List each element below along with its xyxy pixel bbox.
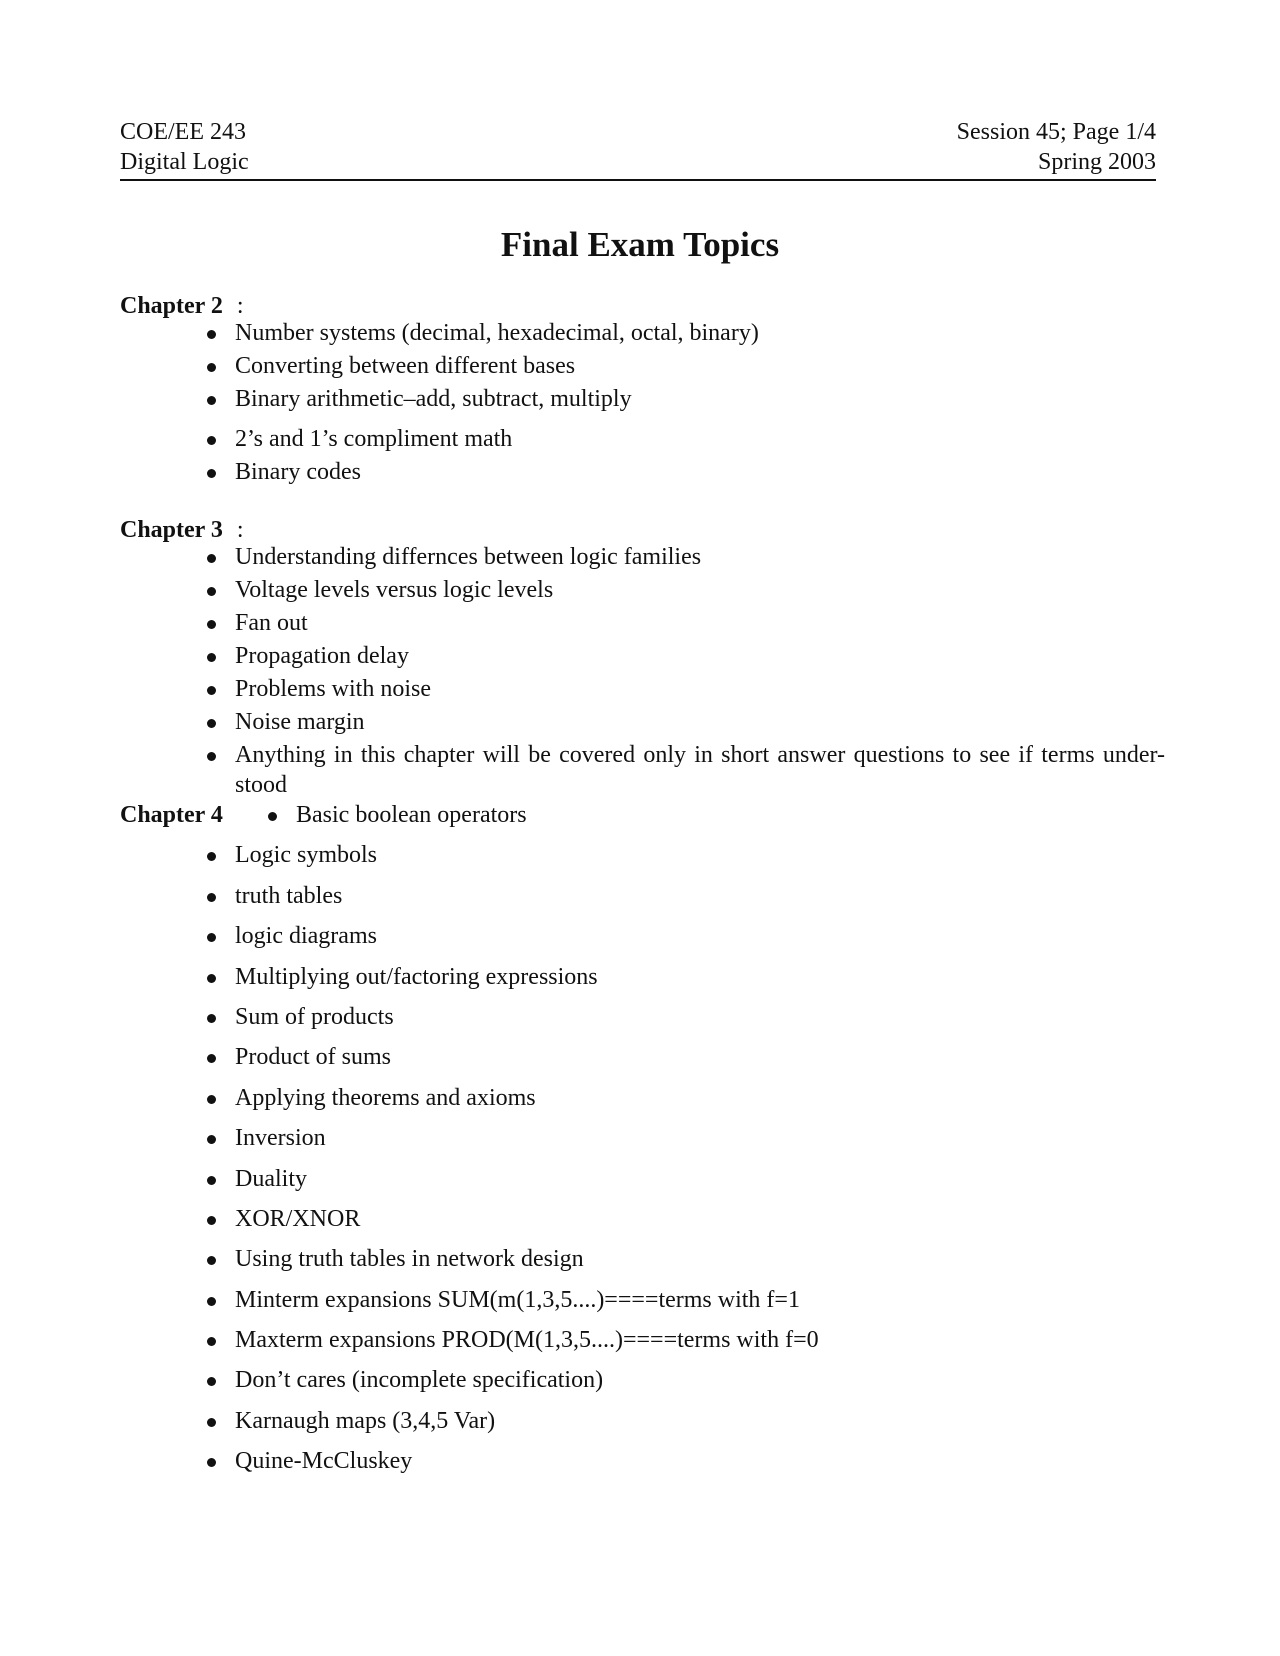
page-title: Final Exam Topics xyxy=(500,225,780,264)
bullet-icon xyxy=(207,893,216,902)
list-item-text: Understanding differnces between logic families xyxy=(235,544,702,570)
bullet-icon xyxy=(207,1337,216,1346)
bullet-icon xyxy=(207,1377,216,1386)
list-item-text: Karnaugh maps (3,4,5 Var) xyxy=(235,1408,496,1434)
bullet-icon xyxy=(207,1216,216,1225)
bullet-icon xyxy=(207,974,216,983)
list-item-text: Maxterm expansions PROD(M(1,3,5....)====terms with f=0 xyxy=(235,1327,819,1353)
list-item-text: Minterm expansions SUM(m(1,3,5....)====terms with f=1 xyxy=(235,1287,800,1313)
bullet-icon xyxy=(207,1418,216,1427)
bullet-icon xyxy=(207,1256,216,1265)
chapter-heading xyxy=(120,291,244,321)
list-item-text: Converting between different bases xyxy=(235,353,576,379)
chapter-label: Chapter 2 xyxy=(120,293,223,319)
list-item-text: Quine-McCluskey xyxy=(235,1448,413,1474)
header-rule xyxy=(120,179,1156,181)
list-item-text: Propagation delay xyxy=(235,643,409,669)
bullet-icon xyxy=(207,396,216,405)
list-item-text: Inversion xyxy=(235,1125,326,1151)
list-item-text: Multiplying out/factoring expressions xyxy=(235,964,598,990)
bullet-icon xyxy=(207,1135,216,1144)
list-item-text: logic diagrams xyxy=(235,923,377,949)
session-info: Session 45; Page 1/4 xyxy=(956,119,1156,145)
list-item-text: Binary arithmetic–add, subtract, multiply xyxy=(235,386,632,412)
list-item-text: Noise margin xyxy=(235,709,365,735)
course-name: Digital Logic xyxy=(120,149,249,175)
bullet-icon xyxy=(207,1458,216,1467)
list-item-text: Don’t cares (incomplete specification) xyxy=(235,1367,604,1393)
list-item-text: Problems with noise xyxy=(235,676,431,702)
list-item-text: Product of sums xyxy=(235,1044,391,1070)
bullet-icon xyxy=(207,852,216,861)
header-left xyxy=(120,117,249,177)
bullet-icon xyxy=(207,330,216,339)
chapter-label: Chapter 3 xyxy=(120,517,223,543)
bullet-icon xyxy=(207,587,216,596)
list-item-text: Duality xyxy=(235,1166,307,1192)
bullet-icon xyxy=(207,1297,216,1306)
bullet-icon xyxy=(207,1014,216,1023)
header-right xyxy=(957,117,1156,177)
bullet-icon xyxy=(207,554,216,563)
chapter-separator: : xyxy=(236,293,244,319)
bullet-icon xyxy=(207,933,216,942)
term: Spring 2003 xyxy=(1037,149,1156,175)
bullet-icon xyxy=(268,812,277,821)
list-item-text: truth tables xyxy=(235,883,343,909)
course-code: COE/EE 243 xyxy=(120,119,246,145)
list-item-text: Binary codes xyxy=(235,459,361,485)
list-item-text: Voltage levels versus logic levels xyxy=(235,577,554,603)
bullet-icon xyxy=(207,752,216,761)
list-item-text: Fan out xyxy=(235,610,308,636)
chapter-label: Chapter 4 xyxy=(120,802,223,828)
list-item-text: Basic boolean operators xyxy=(296,802,527,828)
bullet-icon xyxy=(207,1176,216,1185)
bullet-icon xyxy=(207,436,216,445)
list-item-text: Applying theorems and axioms xyxy=(235,1085,536,1111)
chapter-heading xyxy=(120,800,223,830)
bullet-icon xyxy=(207,719,216,728)
bullet-icon xyxy=(207,1095,216,1104)
list-item-text: Sum of products xyxy=(235,1004,394,1030)
list-item-text: Anything in this chapter will be covered only in short answer questions to see if terms under- stood xyxy=(235,742,1165,798)
bullet-icon xyxy=(207,620,216,629)
list-item-text: Using truth tables in network design xyxy=(235,1246,584,1272)
list-item-text: Number systems (decimal, hexadecimal, octal, binary) xyxy=(235,320,759,346)
chapter-heading xyxy=(120,515,244,545)
chapter-separator: : xyxy=(236,517,244,543)
bullet-icon xyxy=(207,653,216,662)
bullet-icon xyxy=(207,686,216,695)
list-item-text: XOR/XNOR xyxy=(235,1206,361,1232)
list-item-text: Logic symbols xyxy=(235,842,377,868)
bullet-icon xyxy=(207,469,216,478)
list-item-text: 2’s and 1’s compliment math xyxy=(235,426,513,452)
bullet-icon xyxy=(207,1054,216,1063)
bullet-icon xyxy=(207,363,216,372)
